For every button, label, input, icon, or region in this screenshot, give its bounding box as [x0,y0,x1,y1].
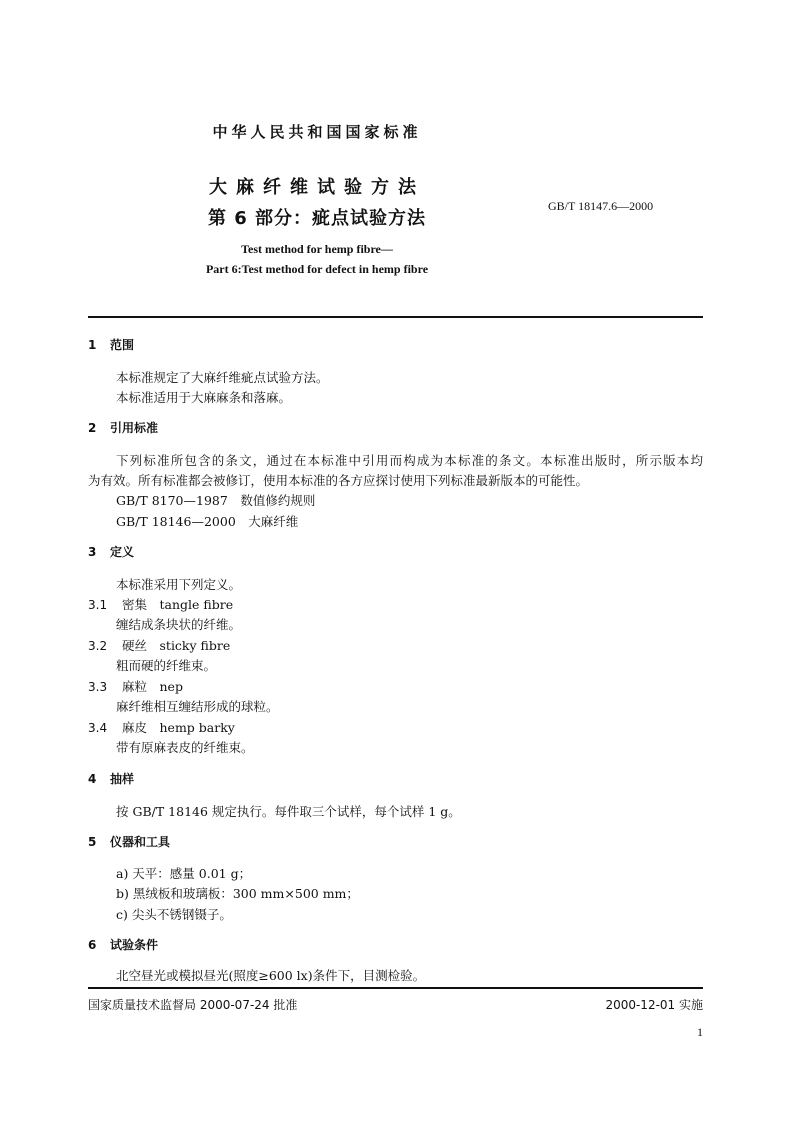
section-5-heading [88,833,170,850]
definition-term [88,677,183,695]
section-3-heading [88,543,134,560]
section-number: 6 [88,938,97,952]
paragraph-line: 为有效。所有标准都会被修订，使用本标准的各方应探讨使用下列标准最新版本的可能性。 [88,473,589,488]
paragraph: 本标准适用于大麻麻条和落麻。 [116,390,292,405]
reference-item: GB/T 8170—1987 数值修约规则 [116,493,316,508]
definition-number: 3.3 [88,680,108,694]
document-subtitle: 第 6 部分：疵点试验方法 [207,208,427,229]
english-title: Test method for hemp fibre— [241,242,393,256]
definition-term [88,636,230,654]
section-number: 2 [88,421,97,435]
definition-term [88,595,233,613]
section-number: 4 [88,772,97,786]
definition-text: 粗而硬的纤维束。 [116,658,217,673]
implementation-date: 2000-12-01 实施 [605,998,703,1012]
approval-info: 国家质量技术监督局 2000-07-24 批准 [88,998,298,1012]
header-divider [88,316,703,318]
definition-number: 3.4 [88,721,108,735]
paragraph: 北空昼光或模拟昼光(照度≥600 lx)条件下，目测检验。 [116,968,426,983]
english-subtitle: Part 6:Test method for defect in hemp fibre [205,262,429,276]
standard-code: GB/T 18147.6—2000 [548,199,654,213]
section-number: 3 [88,545,97,559]
section-4-heading [88,770,134,787]
term-text: 硬丝 sticky fibre [122,638,231,653]
page-number: 1 [697,1025,703,1039]
section-title: 试验条件 [110,938,159,952]
paragraph: 本标准采用下列定义。 [116,577,242,592]
definition-text: 麻纤维相互缠结形成的球粒。 [116,699,279,714]
section-title: 引用标准 [110,421,159,435]
definition-text: 带有原麻表皮的纤维束。 [116,740,254,755]
list-item: b) 黑绒板和玻璃板：300 mm×500 mm； [116,886,359,901]
section-title: 抽样 [110,772,135,786]
section-6-heading [88,936,158,953]
footer-divider [88,987,703,989]
paragraph: 本标准规定了大麻纤维疵点试验方法。 [116,370,329,385]
list-item: a) 天平：感量 0.01 g； [116,866,252,881]
country-standard-title: 中华人民共和国国家标准 [212,123,422,141]
term-text: 密集 tangle fibre [122,597,234,612]
section-title: 范围 [110,338,135,352]
definition-term [88,718,235,736]
paragraph-line: 下列标准所包含的条文，通过在本标准中引用而构成为本标准的条文。本标准出版时，所示版本均 [116,453,703,468]
definition-number: 3.1 [88,598,108,612]
section-1-heading [88,336,134,353]
section-title: 仪器和工具 [110,835,171,849]
section-2-heading [88,419,158,436]
section-title: 定义 [110,545,135,559]
term-text: 麻粒 nep [122,679,183,694]
definition-text: 缠结成条块状的纤维。 [116,617,242,632]
term-text: 麻皮 hemp barky [122,720,235,735]
list-item: c) 尖头不锈钢镊子。 [116,907,232,922]
document-title: 大麻纤维试验方法 [209,177,425,198]
reference-item: GB/T 18146—2000 大麻纤维 [116,514,299,529]
definition-number: 3.2 [88,639,108,653]
section-number: 5 [88,835,97,849]
section-number: 1 [88,338,97,352]
paragraph: 按 GB/T 18146 规定执行。每件取三个试样，每个试样 1 g。 [116,804,461,819]
